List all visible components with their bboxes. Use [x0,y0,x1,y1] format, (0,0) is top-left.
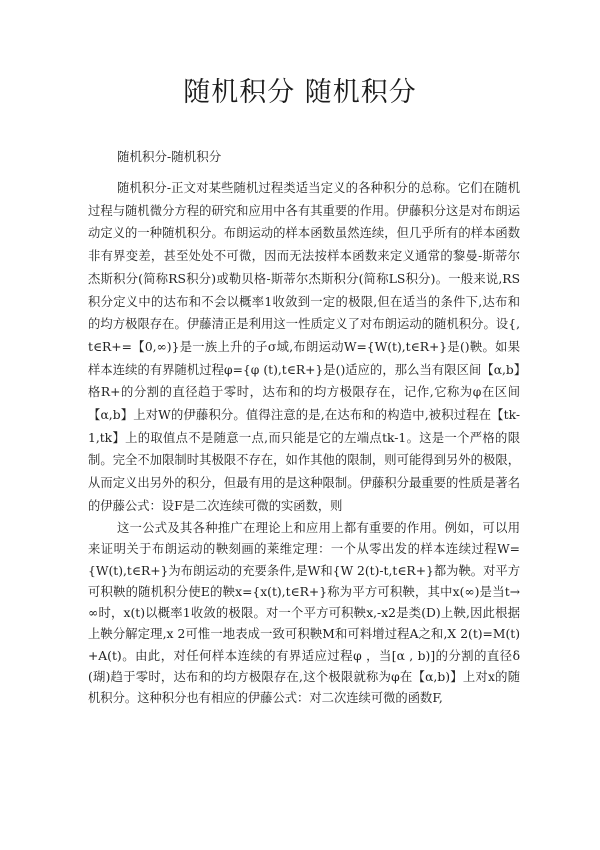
body-paragraph-2: 这一公式及其各种推广在理论上和应用上都有重要的作用。例如，可以用来证明关于布朗运动的鞅刻画的莱维定理：一个从零出发的样本连续过程W={W(t),t∈R+}为布朗运动的充要条件,是W和{W 2(t)-t,t∈R+}都为鞅。对平方可积鞅的随机积分使E的鞅x={x(t),t∈R+}称为平方可积鞅，其中x(∞)是当t→∞时，x(t)以概率1收敛的极限。对一个平方可积鞅x,-x2是类(D)上鞅,因此根据上鞅分解定理,x 2可惟一地表成一致可积鞅M和可料增过程A之和,X 2(t)=M(t)+A(t)。由此，对任何样本连续的有界适应过程φ ，当[α , b)]的分割的直径δ (瑚)趋于零时，达布和的均方极限存在,这个极限就称为φ在【α,b)】上对x的随机积分。这种积分也有相应的伊藤公式：对二次连续可微的函数F, [88,521,520,706]
document-title: 随机积分 随机积分 [183,77,417,108]
body-paragraph-1: 随机积分-正文对某些随机过程类适当定义的各种积分的总称。它们在随机过程与随机微分方程的研究和应用中各有其重要的作用。伊藤积分这是对布朗运动定义的一种随机积分。布朗运动的样本函数虽然连续，但几乎所有的样本函数非有界变差，甚至处处不可微，因而无法按样本函数来定义通常的黎曼-斯蒂尔杰斯积分(简称RS积分)或勒贝格-斯蒂尔杰斯积分(简称LS积分)。一般来说,RS积分定义中的达布和不会以概率1收敛到一定的极限,但在适当的条件下,达布和的均方极限存在。伊藤清正是利用这一性质定义了对布朗运动的随机积分。设{,t∈R+=【0,∞)}是一族上升的子σ域,布朗运动W={W(t),t∈R+}是()鞅。如果样本连续的有界随机过程φ={φ (t),t∈R+}是()适应的，那么当有限区间【α,b】格R+的分割的直径趋于零时，达布和的均方极限存在，记作,它称为φ在区间【α,b】上对W的伊藤积分。值得注意的是,在达布和的构造中,被积过程在【tk-1,tk】上的取值点不是随意一点,而只能是它的左端点tk-1。这是一个严格的限制。完全不加限制时其极限不存在，如作其他的限制，则可能得到另外的极限，从而定义出另外的积分，但最有用的是这种限制。伊藤积分最重要的性质是著名的伊藤公式：设F是二次连续可微的实函数，则 [88,181,520,513]
document-subtitle: 随机积分-随机积分 [117,149,222,164]
